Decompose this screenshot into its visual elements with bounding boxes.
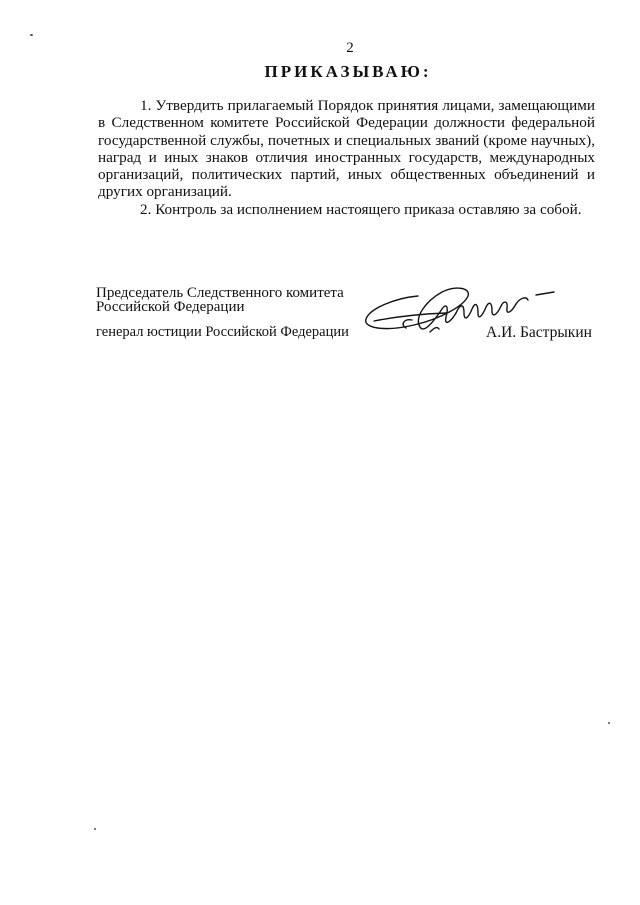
order-body <box>98 97 595 218</box>
signatory-position <box>96 286 344 314</box>
page-number: 2 <box>346 40 354 56</box>
signatory-position-line-1: Председатель Следственного комитета <box>96 285 344 301</box>
order-heading: ПРИКАЗЫВАЮ: <box>264 62 432 81</box>
order-paragraph-1: 1. Утвердить прилагаемый Порядок принятия лицами, замещающими в Следственном комитете Российской Федерации должности федеральной государственной службы, почетных и специальных званий (кроме научных), наград и иных знаков отличия иностранных государств, международных организаций, политических партий, иных общественных объединений и других организаций. <box>98 97 595 201</box>
scan-speck <box>608 722 610 724</box>
order-paragraph-2: 2. Контроль за исполнением настоящего приказа оставляю за собой. <box>140 200 582 218</box>
signatory-position-line-2: Российской Федерации <box>96 299 245 315</box>
scan-speck <box>94 828 96 830</box>
scan-speck <box>30 34 33 36</box>
signatory-rank: генерал юстиции Российской Федерации <box>96 324 349 340</box>
signatory-name: А.И. Бастрыкин <box>486 324 592 341</box>
